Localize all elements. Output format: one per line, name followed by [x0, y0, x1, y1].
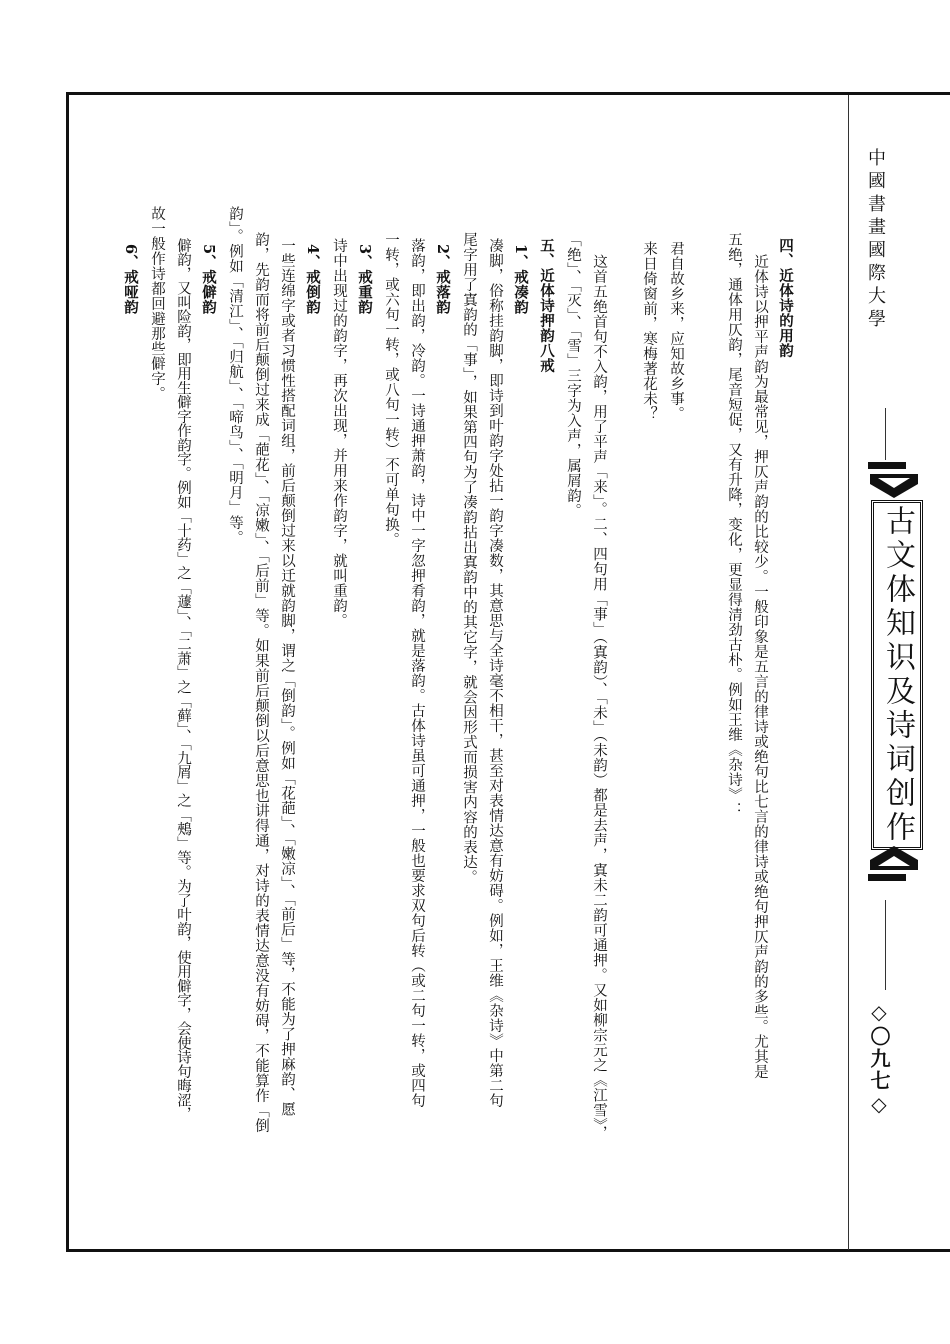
paragraph-line: 一转，或六句一转，或八句一转）不可单句换。 — [383, 232, 399, 547]
sidebar-divider — [848, 95, 849, 1250]
rule-4-title: 4、戒倒韵 — [304, 244, 321, 315]
title-bar-top — [868, 462, 906, 469]
paragraph-line: 近体诗以押平声韵为最常见，押仄声韵的比较少。一般印象是五言的律诗或绝句比七言的律诗或绝句押仄声韵的多些。尤其是 — [752, 254, 768, 1079]
paragraph-line: 故一般作诗都回避那些僻字。 — [149, 206, 165, 401]
rule-6-title: 6、戒哑韵 — [122, 244, 139, 315]
rule-5-title: 5、戒僻韵 — [200, 244, 217, 315]
paragraph-line: 诗中出现过的韵字，再次出现，并用来作韵字，就叫重韵。 — [331, 238, 347, 628]
poem-line: 君自故乡来，应知故乡事。 — [668, 241, 684, 421]
paragraph-line: 这首五绝首句不入韵，用了平声「来」。二、四句用「事」（寘韵）、「未」（未韵）都是去声，寘未二韵可通押。又如柳宗元之《江雪》， — [591, 254, 607, 1141]
paragraph-line: 五绝，通体用仄韵，尾音短促，又有升降，变化，更显得清劲古朴。例如王维《杂诗》： — [726, 232, 742, 817]
rule-2-title: 2、戒落韵 — [434, 244, 451, 315]
sidebar-rule-top — [885, 408, 886, 460]
rule-1-title: 1、戒凑韵 — [512, 244, 529, 315]
paragraph-line: 尾字用了寘韵的「事」，如果第四句为了凑韵拈出寘韵中的其它字，就会因形式而损害内容的表达。 — [461, 232, 477, 885]
poem-line: 来日倚窗前，寒梅著花未？ — [641, 241, 657, 421]
rule-3-title: 3、戒重韵 — [356, 244, 373, 315]
sidebar-rule-bottom — [885, 900, 886, 990]
publisher-name: 中國書畫國際大學 — [865, 148, 886, 332]
title-bar-bottom — [868, 874, 906, 881]
paragraph-line: 一些连绵字或者习惯性搭配词组，前后颠倒过来以迁就韵脚，谓之「倒韵」。例如「花葩」、「嫩凉」、「前后」等，不能为了押麻韵、愿 — [279, 238, 295, 1117]
paragraph-line: 落韵，即出韵，冷韵。一诗通押萧韵，诗中一字忽押肴韵，就是落韵。古体诗虽可通押，一般也要求双句后转（或二句一转，或四句 — [409, 238, 425, 1108]
section-4-heading: 四、近体诗的用韵 — [777, 238, 794, 358]
paragraph-line: 僻韵，又叫险韵，即用生僻字作韵字。例如「十药」之「蘧」、「二萧」之「藓」、「九屑」之「鵊」等。为了叶韵，使用僻字，会使诗句晦涩， — [175, 238, 191, 1121]
section-5-heading: 五、近体诗押韵八戒 — [538, 238, 555, 373]
paragraph-line: 「绝」、「灭」、「雪」三字为入声，属屑韵。 — [565, 232, 581, 518]
paragraph-line: 韵」。例如「清江」、「归航」、「啼鸟」、「明月」等。 — [227, 206, 243, 546]
page-number: ◇〇九七◇ — [867, 1000, 891, 1118]
book-title-box — [871, 500, 923, 850]
paragraph-line: 韵，先韵而将前后颠倒过来成「葩花」、「凉嫩」、「后前」等。如果前后颠倒以后意思也讲得通，对诗的表情达意没有妨碍，不能算作「倒 — [253, 232, 269, 1133]
title-ornament-bottom — [868, 844, 920, 872]
book-title: 古文体知识及诗词创作 — [880, 505, 915, 845]
title-ornament-top — [868, 472, 920, 500]
paragraph-line: 凑脚，俗称挂韵脚，即诗到叶韵字处拈一韵字凑数，其意思与全诗毫不相干，甚至对表情达意有妨碍。例如，王维《杂诗》中第二句 — [487, 238, 503, 1108]
